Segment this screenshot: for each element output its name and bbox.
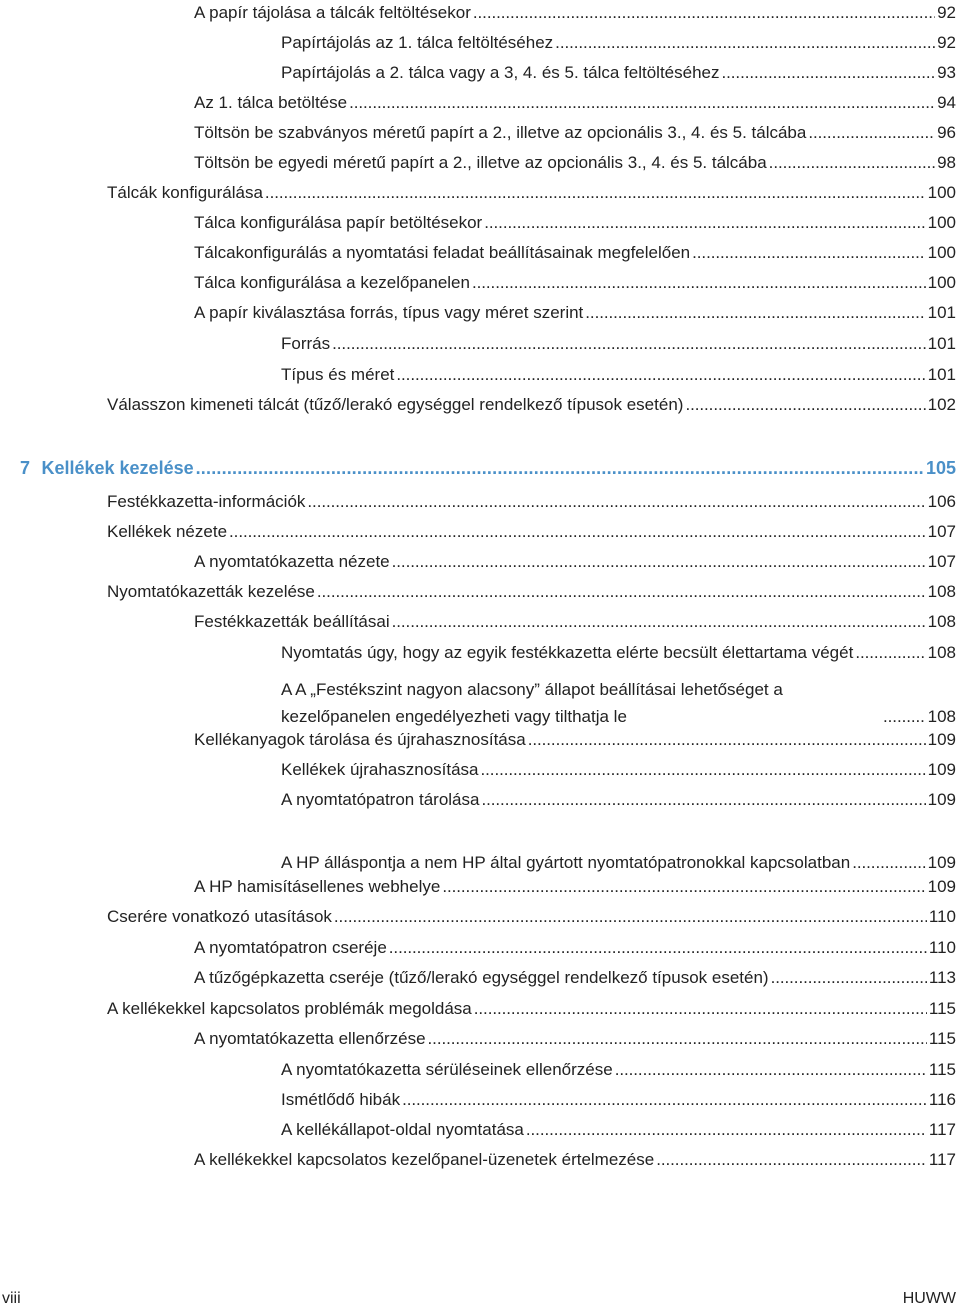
toc-entry[interactable] xyxy=(194,1026,956,1052)
toc-entry-page: 109 xyxy=(927,730,956,749)
toc-entry-title: A nyomtatópatron cseréje xyxy=(194,938,387,957)
toc-entry-page: 108 xyxy=(927,582,956,601)
toc-entry-page: 107 xyxy=(927,552,956,571)
toc-dot-leader xyxy=(528,727,926,753)
toc-entry-title: Kellékek nézete xyxy=(107,522,228,541)
toc-entry-title: Típus és méret xyxy=(281,365,395,384)
toc-entry-title: Forrás xyxy=(281,334,331,353)
toc-entry-page: 94 xyxy=(937,93,956,112)
toc-entry-page: 93 xyxy=(937,63,956,82)
toc-entry-page: 108 xyxy=(927,612,956,631)
toc-entry-title: A kellékekkel kapcsolatos problémák megoldása xyxy=(107,999,472,1018)
toc-entry-title: A kellékekkel kapcsolatos kezelőpanel-üzenetek értelmezése xyxy=(194,1150,655,1169)
toc-dot-leader xyxy=(349,90,935,116)
toc-entry-title: Az 1. tálca betöltése xyxy=(194,93,348,112)
toc-entry[interactable] xyxy=(107,579,956,605)
toc-entry[interactable] xyxy=(281,818,956,876)
toc-dot-leader xyxy=(692,240,925,266)
footer-brand: HUWW xyxy=(902,1290,956,1307)
toc-entry-page: 116 xyxy=(928,1090,956,1109)
toc-entry-title: A nyomtatópatron tárolása xyxy=(281,790,480,809)
toc-entry-title: Ismétlődő hibák xyxy=(281,1090,401,1109)
toc-entry[interactable] xyxy=(194,240,956,266)
toc-dot-leader xyxy=(484,210,925,236)
toc-entry[interactable] xyxy=(107,392,956,418)
toc-entry-page: 109 xyxy=(927,853,956,872)
toc-entry[interactable] xyxy=(281,1087,956,1113)
toc-entry-page: 107 xyxy=(927,522,956,541)
toc-entry-title: A tűzőgépkazetta cseréje (tűző/lerakó egységgel rendelkező típusok esetén) xyxy=(194,968,769,987)
toc-entry-title: Tálcakonfigurálás a nyomtatási feladat beállításainak megfelelően xyxy=(194,243,691,262)
toc-dot-leader xyxy=(685,392,925,418)
toc-entry-title: Töltsön be egyedi méretű papírt a 2., illetve az opcionális 3., 4. és 5. tálcába xyxy=(194,153,767,172)
toc-entry-page: 117 xyxy=(928,1120,956,1139)
toc-entry-title: Cserére vonatkozó utasítások xyxy=(107,907,332,926)
toc-dot-leader xyxy=(808,120,935,146)
toc-entry[interactable] xyxy=(107,904,956,930)
footer-page-number: viii xyxy=(2,1290,21,1307)
toc-entry-page: 100 xyxy=(927,243,956,262)
toc-dot-leader xyxy=(196,455,924,481)
toc-entry[interactable] xyxy=(281,787,956,813)
toc-dot-leader xyxy=(473,0,935,26)
toc-entry[interactable] xyxy=(281,60,956,86)
toc-entry[interactable] xyxy=(194,300,956,326)
toc-dot-leader xyxy=(442,874,925,900)
toc-dot-leader xyxy=(481,787,925,813)
toc-entry-page: 92 xyxy=(937,33,956,52)
toc-entry[interactable] xyxy=(194,210,956,236)
toc-entry[interactable] xyxy=(194,935,956,961)
toc-dot-leader xyxy=(472,270,926,296)
toc-entry[interactable] xyxy=(194,874,956,900)
toc-entry[interactable] xyxy=(281,30,956,56)
toc-entry[interactable] xyxy=(281,672,956,730)
toc-dot-leader xyxy=(392,609,926,635)
toc-entry-title: A HP álláspontja a nem HP által gyártott nyomtatópatronokkal kapcsolatban xyxy=(281,853,851,872)
toc-entry[interactable] xyxy=(281,1057,956,1083)
toc-entry-title: Tálca konfigurálása papír betöltésekor xyxy=(194,213,483,232)
toc-entry-title: Töltsön be szabványos méretű papírt a 2., illetve az opcionális 3., 4. és 5. tálcába xyxy=(194,123,807,142)
toc-entry[interactable] xyxy=(194,609,956,635)
toc-entry-page: 109 xyxy=(927,877,956,896)
toc-dot-leader xyxy=(526,1117,927,1143)
toc-dot-leader xyxy=(332,331,926,357)
toc-entry[interactable] xyxy=(194,1147,956,1173)
toc-dot-leader xyxy=(615,1057,927,1083)
toc-dot-leader xyxy=(402,1087,927,1113)
toc-entry-title: Válasszon kimeneti tálcát (tűző/lerakó egységgel rendelkező típusok esetén) xyxy=(107,395,684,414)
toc-dot-leader xyxy=(585,300,925,326)
toc-dot-leader xyxy=(392,549,926,575)
toc-dot-leader xyxy=(555,30,935,56)
toc-dot-leader xyxy=(721,60,935,86)
toc-entry-title: Tálcák konfigurálása xyxy=(107,183,263,202)
toc-dot-leader xyxy=(656,1147,927,1173)
toc-entry-page: 115 xyxy=(928,1029,956,1048)
toc-entry[interactable] xyxy=(194,549,956,575)
toc-entry-title: A nyomtatókazetta ellenőrzése xyxy=(194,1029,426,1048)
toc-entry-title: A A „Festékszint nagyon alacsony” állapot beállításai lehetőséget a kezelőpanelen engedélyezheti vagy tilthatja le xyxy=(281,680,783,726)
toc-chapter-entry[interactable] xyxy=(20,455,956,481)
toc-entry-page: 96 xyxy=(937,123,956,142)
toc-entry-page: 102 xyxy=(927,395,956,414)
toc-entry[interactable] xyxy=(194,90,956,116)
toc-entry[interactable] xyxy=(194,150,956,176)
toc-entry-page: 106 xyxy=(927,492,956,511)
toc-entry-title: A papír tájolása a tálcák feltöltésekor xyxy=(194,3,471,22)
toc-dot-leader xyxy=(769,150,935,176)
toc-entry-title: A kellékállapot-oldal nyomtatása xyxy=(281,1120,524,1139)
toc-entry-page: 115 xyxy=(928,999,956,1018)
toc-dot-leader xyxy=(307,489,925,515)
toc-entry-title: A HP hamisításellenes webhelye xyxy=(194,877,441,896)
toc-entry-title: Kellékek kezelése xyxy=(41,458,194,478)
toc-entry[interactable] xyxy=(107,996,956,1022)
toc-dot-leader xyxy=(852,850,925,876)
toc-entry-title: A nyomtatókazetta sérüléseinek ellenőrzése xyxy=(281,1060,613,1079)
toc-entry-page: 110 xyxy=(928,938,956,957)
toc-entry-page: 108 xyxy=(927,707,956,726)
toc-entry[interactable] xyxy=(281,362,956,388)
chapter-number: 7 xyxy=(20,458,31,478)
toc-entry-title: A nyomtatókazetta nézete xyxy=(194,552,390,571)
toc-entry-title: Nyomtatókazetták kezelése xyxy=(107,582,315,601)
toc-entry-page: 92 xyxy=(937,3,956,22)
toc-entry[interactable] xyxy=(107,180,956,206)
toc-dot-leader xyxy=(771,965,927,991)
toc-entry[interactable] xyxy=(194,0,956,26)
toc-entry[interactable] xyxy=(194,270,956,296)
toc-dot-leader xyxy=(389,935,927,961)
toc-dot-leader xyxy=(481,757,926,783)
toc-entry-page: 108 xyxy=(927,643,956,662)
toc-entry-title: Kellékanyagok tárolása és újrahasznosítása xyxy=(194,730,526,749)
toc-dot-leader xyxy=(474,996,927,1022)
toc-entry-title: Papírtájolás az 1. tálca feltöltéséhez xyxy=(281,33,554,52)
toc-entry-page: 101 xyxy=(927,303,956,322)
toc-dot-leader xyxy=(428,1026,927,1052)
toc-entry[interactable] xyxy=(281,1117,956,1143)
toc-entry-page: 100 xyxy=(927,183,956,202)
toc-entry[interactable] xyxy=(107,489,956,515)
toc-entry-title: Nyomtatás úgy, hogy az egyik festékkazetta elérte becsült élettartama végét xyxy=(281,643,854,662)
toc-dot-leader xyxy=(265,180,926,206)
toc-dot-leader xyxy=(855,640,925,666)
toc-entry-page: 113 xyxy=(928,968,956,987)
toc-entry[interactable] xyxy=(194,120,956,146)
toc-entry[interactable] xyxy=(194,727,956,753)
toc-dot-leader xyxy=(396,362,925,388)
toc-entry-page: 101 xyxy=(927,334,956,353)
toc-dot-leader xyxy=(317,579,926,605)
toc-entry-title: Festékkazetták beállításai xyxy=(194,612,390,631)
toc-entry-page: 101 xyxy=(927,365,956,384)
toc-entry-page: 98 xyxy=(937,153,956,172)
toc-entry-title: Papírtájolás a 2. tálca vagy a 3, 4. és 5. tálca feltöltéséhez xyxy=(281,63,720,82)
toc-entry-title: Tálca konfigurálása a kezelőpanelen xyxy=(194,273,470,292)
toc-entry-page: 100 xyxy=(927,273,956,292)
toc-entry[interactable] xyxy=(281,640,956,666)
toc-entry-title: Festékkazetta-információk xyxy=(107,492,306,511)
toc-entry-page: 109 xyxy=(927,760,956,779)
toc-entry[interactable] xyxy=(107,519,956,545)
toc-entry-page: 115 xyxy=(928,1060,956,1079)
toc-entry-page: 110 xyxy=(928,907,956,926)
toc-entry-page: 109 xyxy=(927,790,956,809)
toc-entry[interactable] xyxy=(281,757,956,783)
toc-entry-page: 100 xyxy=(927,213,956,232)
toc-entry-title: Kellékek újrahasznosítása xyxy=(281,760,479,779)
toc-entry[interactable] xyxy=(281,331,956,357)
toc-entry-title: A papír kiválasztása forrás, típus vagy méret szerint xyxy=(194,303,584,322)
toc-entry[interactable] xyxy=(194,965,956,991)
toc-entry-page: 105 xyxy=(925,458,956,478)
toc-dot-leader xyxy=(334,904,927,930)
toc-dot-leader xyxy=(229,519,926,545)
toc-entry-page: 117 xyxy=(928,1150,956,1169)
